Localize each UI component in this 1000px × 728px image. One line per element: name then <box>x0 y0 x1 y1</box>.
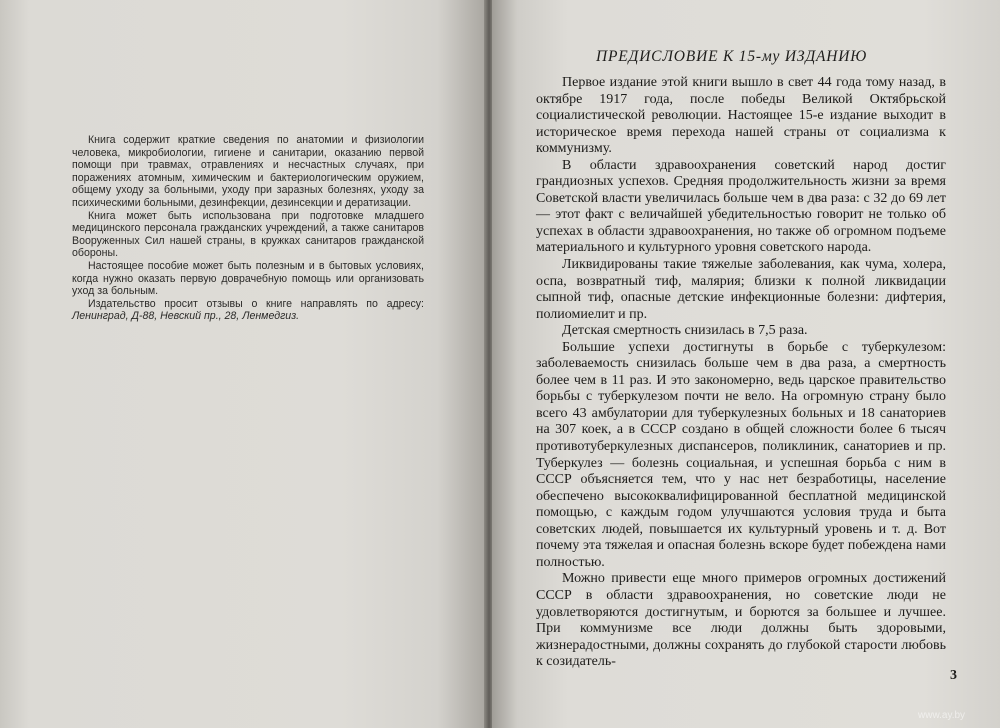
left-page-text <box>72 134 424 323</box>
preface-title: ПРЕДИСЛОВИЕ К 15-му ИЗДАНИЮ <box>596 48 868 65</box>
publisher-note-text: Издательство просит отзывы о книге направлять по адресу: <box>88 297 424 310</box>
preface-paragraph: В области здравоохранения советский народ достиг грандиозных успехов. Средняя продолжительность жизни за время Советской власти увеличилась больше чем в два раза: с 32 до 69 лет — этот факт с величайшей убедительностью говорит не только об успехах в области здравоохранения, но также об огромном подъеме материального и культурного уровня советского народа. <box>536 157 946 256</box>
publisher-address: Ленинград, Д-88, Невский пр., 28, Ленмедгиз. <box>72 310 300 323</box>
watermark: www.ay.by <box>918 710 966 721</box>
preface-paragraph: Детская смертность снизилась в 7,5 раза. <box>562 323 808 339</box>
preface-paragraph: Можно привести еще много примеров огромных достижений СССР в области здравоохранения, но советские люди не удовлетворяются достигнутым, и борются за большее и лучшее. При коммунизме все люди должны быть здоровыми, жизнерадостными, должны сохранять до глубокой старости любовь к созидатель- <box>536 571 946 670</box>
preface-paragraph: Первое издание этой книги вышло в свет 44 года тому назад, в октябре 1917 года, после победы Великой Октябрьской социалистической революции. Настоящее 15-е издание выходит в историческое время перехода нашей страны от социализма к коммунизму. <box>536 75 946 157</box>
annotation-paragraph: Книга может быть использована при подготовке младшего медицинского персонала гражданских учреждений, а также санитаров Вооруженных Сил нашей страны, в кружках санитаров гражданской обороны. <box>72 209 424 260</box>
preface-paragraph: Большие успехи достигнуты в борьбе с туберкулезом: заболеваемость снизилась больше чем в два раза, а смертность более чем в 11 раз. И это закономерно, ведь царское правительство борьбы с туберкулезом почти не вело. На огромную страну было всего 43 амбулатории для туберкулезных больных и 18 санаториев на 307 коек, а в СССР создано в общей сложности более 6 тысяч противотуберкулезных диспансеров, поликлиник, санаториев и пр. Туберкулез — болезнь социальная, и успешная борьба с ним в СССР объясняется тем, что у нас нет безработицы, население обеспечено высококвалифицированной бесплатной медицинской помощью, с каждым годом улучшаются условия труда и быта советских людей, повышается их культурный уровень и т. д. Вот почему эта тяжелая и опасная болезнь вскоре будет побеждена нами полностью. <box>536 339 946 570</box>
preface-paragraph: Ликвидированы такие тяжелые заболевания, как чума, холера, оспа, возвратный тиф, малярия; близки к полной ликвидации сыпной тиф, опасные детские инфекционные болезни: дифтерия, полиомиелит и пр. <box>536 257 946 322</box>
annotation-paragraph: Книга содержит краткие сведения по анатомии и физиологии человека, микробиологии, гигиене и санитарии, оказанию первой помощи при травмах, отравлениях и несчастных случаях, при поражениях атомным, химическим и бактериологическим оружием, общему уходу за больными, уходу при заразных болезнях, уходу за психическими больными, дезинфекции, дезинсекции и дератизации. <box>72 134 424 209</box>
page-number: 3 <box>950 668 957 683</box>
annotation-paragraph: Настоящее пособие может быть полезным и в бытовых условиях, когда нужно оказать первую доврачебную помощь или организовать уход за больным. <box>72 259 424 298</box>
preface-text <box>536 75 946 671</box>
left-page <box>0 0 486 728</box>
publisher-note <box>72 298 424 323</box>
